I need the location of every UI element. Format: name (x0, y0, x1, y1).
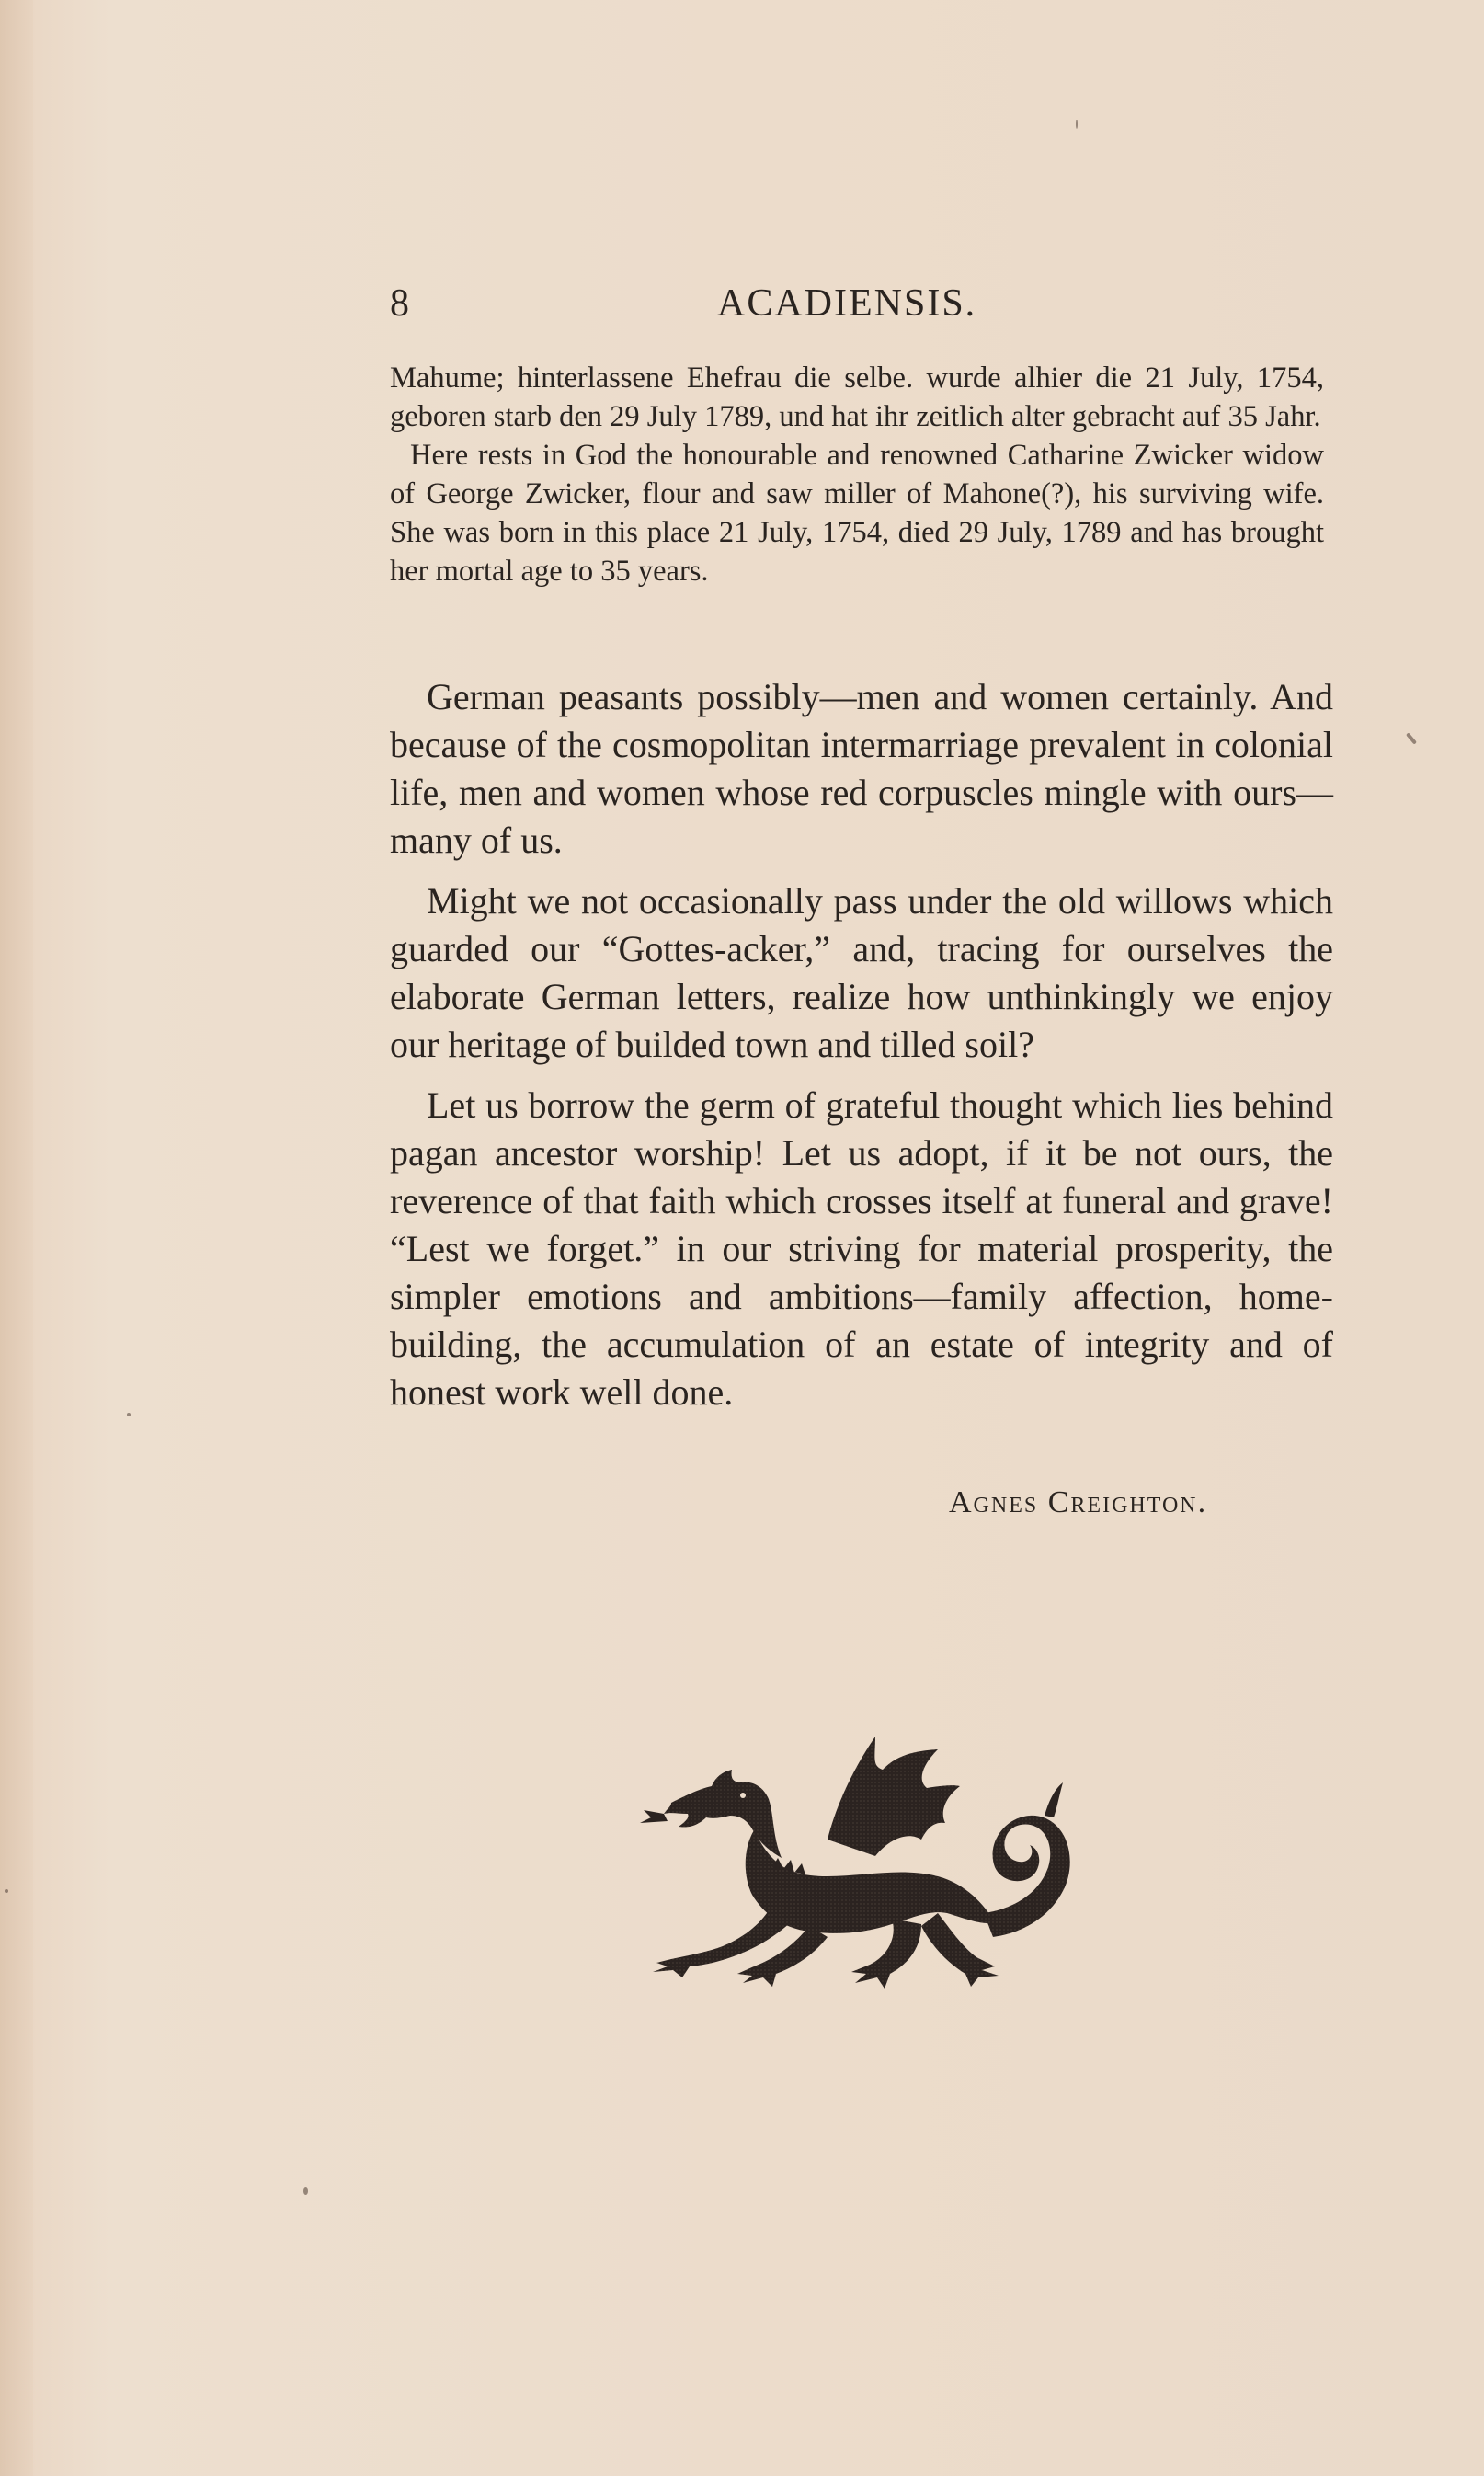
inscription-quote (390, 359, 1324, 590)
paper-speck (1406, 732, 1417, 744)
paragraph: German peasants possibly—men and women certainly. And because of the cosmopolitan intermarriage prevalent in colonial life, men and women whose red corpuscles mingle with ours—many of us. (390, 676, 1333, 861)
paragraph: Let us borrow the germ of grateful thought which lies behind pagan ancestor worship! Let us adopt, if it be not ours, the reverence of that faith which crosses itself at funeral and grave! “Lest we forget.” in our striving for material prosperity, the simpler emotions and ambitions—family affection, home-building, the accumulation of an estate of integrity and of honest work well done. (390, 1084, 1333, 1413)
paper-speck (127, 1413, 131, 1416)
running-head: ACADIENSIS. (717, 282, 977, 325)
author-signature: Agnes Creighton. (949, 1485, 1208, 1519)
inscription-english: Here rests in God the honourable and renowned Catharine Zwicker widow of George Zwicker, flour and saw miller of Mahone(?), his surviving wife. She was born in this place 21 July, 1754, died 29 July, 1789 and has brought her mortal age to 35 years. (390, 439, 1324, 588)
inscription-german: Mahume; hinterlassene Ehefrau die selbe. wurde alhier die 21 July, 1754, geboren starb den 29 July 1789, und hat ihr zeitlich alter gebracht auf 35 Jahr. (390, 361, 1324, 433)
paper-speck (1076, 120, 1078, 129)
paragraph: Might we not occasionally pass under the old willows which guarded our “Gottes-acker,” and, tracing for ourselves the elaborate German letters, realize how unthinkingly we enjoy our heritage of builded town and tilled soil? (390, 880, 1333, 1065)
paper-speck (5, 1889, 8, 1893)
page-number: 8 (390, 282, 409, 325)
dragon-ornament-icon (634, 1729, 1085, 2005)
paper-speck (303, 2187, 308, 2195)
page-edge (0, 0, 33, 2476)
body-text (390, 673, 1333, 1429)
page-header (390, 276, 1309, 331)
